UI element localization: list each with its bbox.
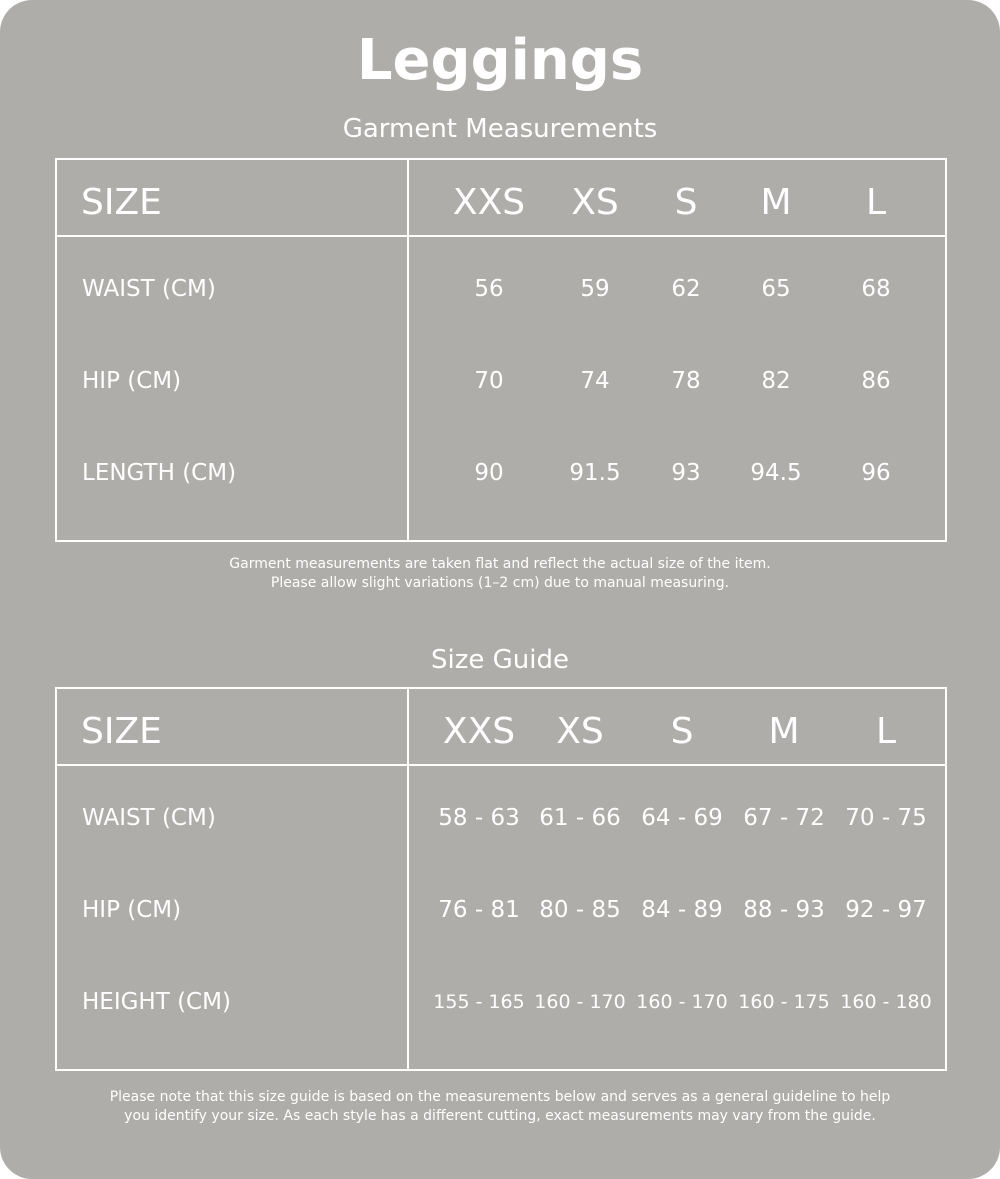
- size-header: SIZE: [81, 711, 162, 752]
- table-cell: 78: [671, 368, 701, 394]
- table-cell: 58 - 63: [438, 805, 520, 831]
- garment-measurements-table: [55, 158, 947, 542]
- size-l-header: L: [865, 182, 887, 223]
- size-s-header: S: [670, 711, 694, 752]
- table-cell: 67 - 72: [743, 805, 825, 831]
- table-cell: 86: [861, 368, 891, 394]
- size-xs-header: XS: [556, 711, 604, 752]
- table-cell: 65: [761, 276, 791, 302]
- table-divider-horizontal: [57, 764, 945, 766]
- size-header: SIZE: [81, 182, 162, 223]
- size-guide-note-line-2: you identify your size. As each style has a different cutting, exact measurements may vary from the guide.: [124, 1108, 876, 1124]
- size-guide-heading: Size Guide: [431, 645, 569, 675]
- table-divider-vertical: [407, 689, 409, 1069]
- table-cell: 59: [580, 276, 610, 302]
- row-label-hip: HIP (CM): [82, 368, 182, 394]
- table-cell: 94.5: [750, 460, 802, 486]
- table-cell: 160 - 170: [636, 991, 728, 1013]
- table-cell: 74: [580, 368, 610, 394]
- table-cell: 70 - 75: [845, 805, 927, 831]
- size-s-header: S: [674, 182, 698, 223]
- garment-note-line-1: Garment measurements are taken flat and reflect the actual size of the item.: [229, 556, 771, 572]
- size-m-header: M: [760, 182, 792, 223]
- table-cell: 155 - 165: [433, 991, 525, 1013]
- table-cell: 84 - 89: [641, 897, 723, 923]
- table-cell: 91.5: [569, 460, 621, 486]
- table-divider-vertical: [407, 160, 409, 540]
- row-label-length: LENGTH (CM): [82, 460, 237, 486]
- table-cell: 76 - 81: [438, 897, 520, 923]
- table-cell: 160 - 175: [738, 991, 830, 1013]
- size-guide-table: [55, 687, 947, 1071]
- table-cell: 96: [861, 460, 891, 486]
- row-label-waist: WAIST (CM): [82, 805, 216, 831]
- size-guide-note: [0, 1088, 1000, 1126]
- table-cell: 160 - 170: [534, 991, 626, 1013]
- table-cell: 90: [474, 460, 504, 486]
- table-cell: 64 - 69: [641, 805, 723, 831]
- garment-note-line-2: Please allow slight variations (1–2 cm) due to manual measuring.: [270, 575, 730, 591]
- garment-measurements-heading: Garment Measurements: [342, 114, 658, 144]
- row-label-hip: HIP (CM): [82, 897, 182, 923]
- row-label-height: HEIGHT (CM): [82, 989, 231, 1015]
- size-xs-header: XS: [571, 182, 619, 223]
- table-cell: 56: [474, 276, 504, 302]
- table-cell: 92 - 97: [845, 897, 927, 923]
- table-divider-horizontal: [57, 235, 945, 237]
- table-cell: 70: [474, 368, 504, 394]
- size-xxs-header: XXS: [452, 182, 526, 223]
- table-cell: 68: [861, 276, 891, 302]
- row-label-waist: WAIST (CM): [82, 276, 216, 302]
- table-cell: 62: [671, 276, 701, 302]
- page-title: Leggings: [356, 28, 644, 93]
- size-l-header: L: [875, 711, 897, 752]
- size-guide-note-line-1: Please note that this size guide is based on the measurements below and serves as a general guideline to help: [109, 1089, 891, 1105]
- table-cell: 82: [761, 368, 791, 394]
- table-cell: 61 - 66: [539, 805, 621, 831]
- table-cell: 93: [671, 460, 701, 486]
- garment-note: [0, 555, 1000, 593]
- size-m-header: M: [768, 711, 800, 752]
- table-cell: 160 - 180: [840, 991, 932, 1013]
- size-xxs-header: XXS: [442, 711, 516, 752]
- table-cell: 80 - 85: [539, 897, 621, 923]
- table-cell: 88 - 93: [743, 897, 825, 923]
